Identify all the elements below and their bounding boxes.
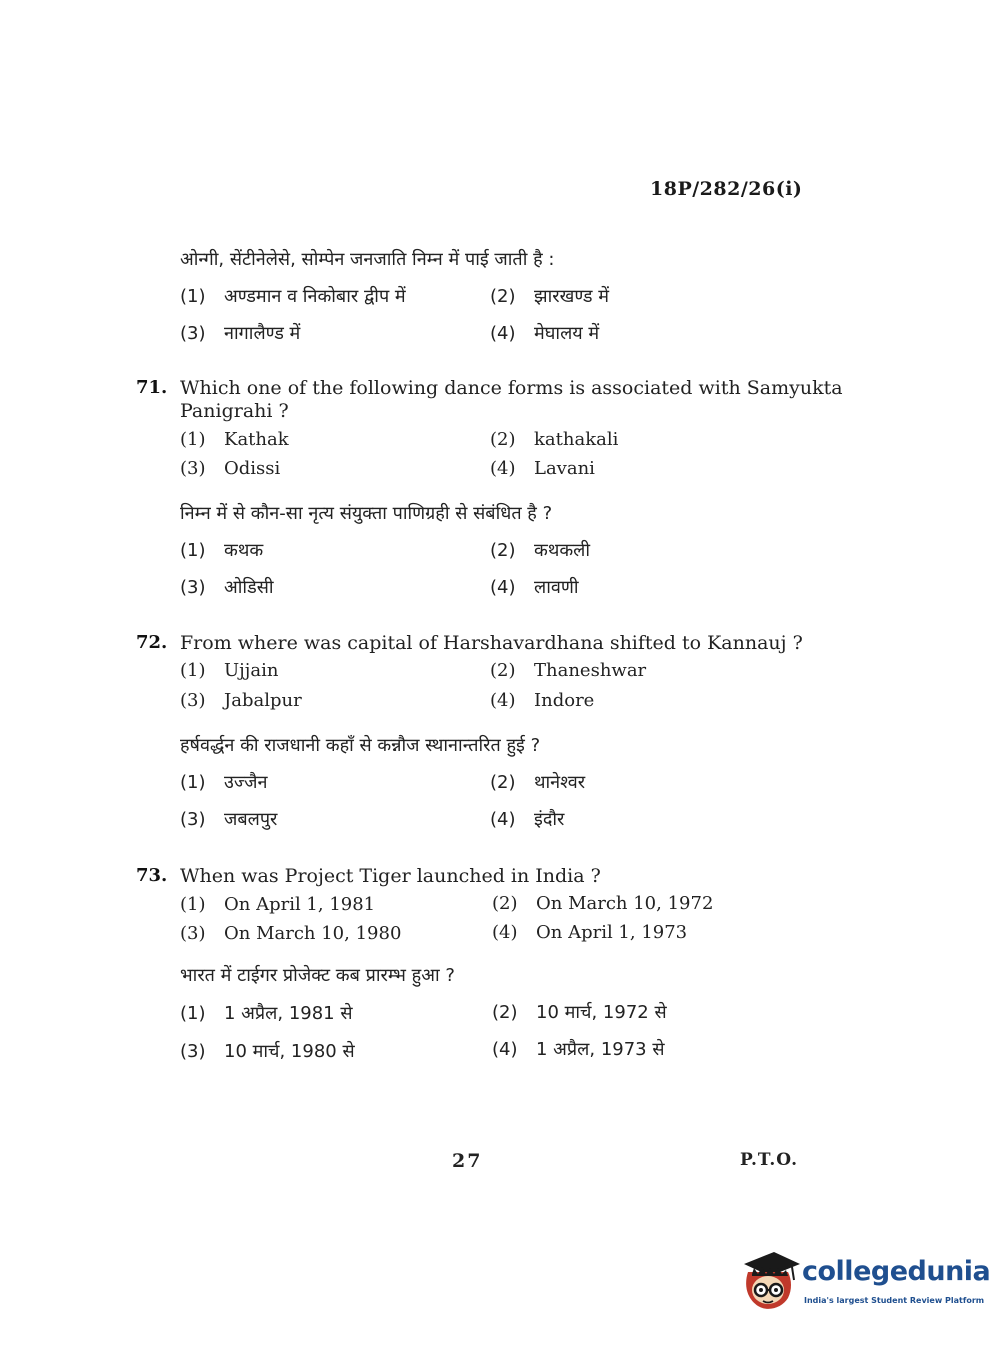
q73-hindi-option-3: (3) 10 मार्च, 1980 से — [180, 1041, 355, 1062]
q73-option-1: (1) On April 1, 1981 — [180, 894, 376, 915]
q71-hindi-option-4: (4) लावणी — [490, 577, 579, 598]
q72-option-4: (4) Indore — [490, 690, 595, 711]
collegedunia-wordmark: collegedunia — [802, 1256, 991, 1287]
pto-label: P.T.O. — [740, 1150, 798, 1170]
question-72-hindi-text: हर्षवर्द्धन की राजधानी कहाँ से कन्नौज स्थानान्तरित हुई ? — [180, 735, 541, 756]
question-73-text: When was Project Tiger launched in India ? — [180, 865, 601, 887]
page-number: 27 — [452, 1150, 483, 1172]
paper-code: 18P/282/26(i) — [650, 178, 803, 200]
q70-hindi-option-4: (4) मेघालय में — [490, 323, 600, 344]
q72-option-1: (1) Ujjain — [180, 660, 279, 681]
q72-option-2: (2) Thaneshwar — [490, 660, 647, 681]
question-70-hindi-text: ओन्गी, सेंटीनेलेसे, सोम्पेन जनजाति निम्न में पाई जाती है : — [180, 249, 555, 270]
q73-option-4: (4) On April 1, 1973 — [492, 922, 688, 943]
q70-hindi-option-3: (3) नागालैण्ड में — [180, 323, 301, 344]
q71-hindi-option-3: (3) ओडिसी — [180, 577, 274, 598]
q73-hindi-option-1: (1) 1 अप्रैल, 1981 से — [180, 1003, 353, 1024]
question-71-hindi-text: निम्न में से कौन-सा नृत्य संयुक्ता पाणिग्रही से संबंधित है ? — [180, 503, 553, 524]
q73-option-2: (2) On March 10, 1972 — [492, 893, 714, 914]
q72-option-3: (3) Jabalpur — [180, 690, 302, 711]
q72-hindi-option-1: (1) उज्जैन — [180, 772, 268, 793]
q71-option-4: (4) Lavani — [490, 458, 595, 479]
student-mascot-icon — [740, 1250, 800, 1312]
q72-hindi-option-2: (2) थानेश्वर — [490, 772, 586, 793]
q70-hindi-option-2: (2) झारखण्ड में — [490, 286, 610, 307]
q71-hindi-option-2: (2) कथकली — [490, 540, 591, 561]
question-73-hindi-text: भारत में टाईगर प्रोजेक्ट कब प्रारम्भ हुआ ? — [180, 965, 455, 986]
question-73-number: 73. — [136, 865, 168, 886]
question-71-text-line2: Panigrahi ? — [180, 400, 289, 422]
q71-option-2: (2) kathakali — [490, 429, 619, 450]
q73-option-3: (3) On March 10, 1980 — [180, 923, 402, 944]
q70-hindi-option-1: (1) अण्डमान व निकोबार द्वीप में — [180, 286, 406, 307]
q71-option-3: (3) Odissi — [180, 458, 281, 479]
collegedunia-logo — [740, 1250, 991, 1316]
question-71-text-line1: Which one of the following dance forms is associated with Samyukta — [180, 377, 843, 399]
q71-option-1: (1) Kathak — [180, 429, 289, 450]
question-71-number: 71. — [136, 377, 168, 398]
q72-hindi-option-4: (4) इंदौर — [490, 809, 565, 830]
q71-hindi-option-1: (1) कथक — [180, 540, 264, 561]
q73-hindi-option-2: (2) 10 मार्च, 1972 से — [492, 1002, 667, 1023]
question-72-text: From where was capital of Harshavardhana shifted to Kannauj ? — [180, 632, 803, 654]
question-72-number: 72. — [136, 632, 168, 653]
q72-hindi-option-3: (3) जबलपुर — [180, 809, 278, 830]
q73-hindi-option-4: (4) 1 अप्रैल, 1973 से — [492, 1039, 665, 1060]
collegedunia-tagline: India's largest Student Review Platform — [804, 1296, 985, 1305]
